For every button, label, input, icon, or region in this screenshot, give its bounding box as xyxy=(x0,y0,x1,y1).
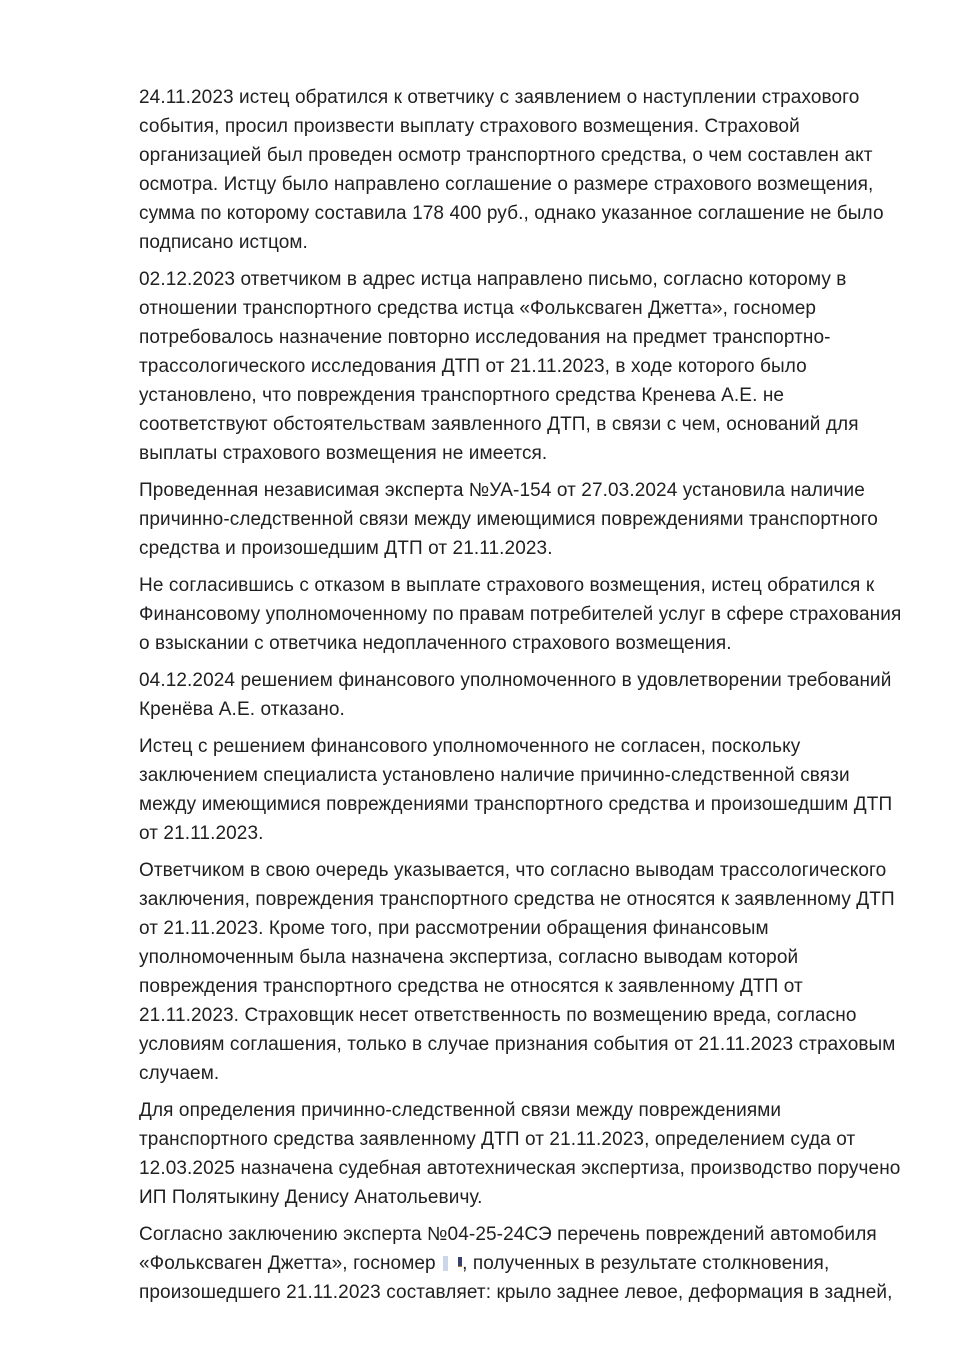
paragraph-independent-expertise: Проведенная независимая эксперта №УА-154 от 27.03.2024 установила наличие причинно-следственной связи между имеющимися повреждениями транспортного средства и произошедшим ДТП от 21.11.2023. xyxy=(139,480,878,559)
paragraph-plaintiff-disagreement: Истец с решением финансового уполномоченного не согласен, поскольку заключением специалиста установлено наличие причинно-следственной связи между имеющимися повреждениями транспортного средства и произошедшим ДТП от 21.11.2023. xyxy=(139,736,893,844)
plate-smudge-mark xyxy=(443,1256,448,1271)
paragraph-claim-filing: 24.11.2023 истец обратился к ответчику с заявлением о наступлении страхового события, просил произвести выплату страхового возмещения. Страховой организацией был проведен осмотр транспортного средства, о чем составлен акт осмотра. Истцу было направлено соглашение о размере страхового возмещения, сумма по которому составила 178 400 руб., однако указанное соглашение не было подписано истцом. xyxy=(139,87,884,253)
paragraph-court-expertise-order: Для определения причинно-следственной связи между повреждениями транспортного средства заявленному ДТП от 21.11.2023, определением суда от 12.03.2025 назначена судебная автотехническая экспертиза, производство поручено ИП Полятыкину Денису Анатольевичу. xyxy=(139,1100,901,1208)
redacted-plate-number xyxy=(441,1249,462,1278)
expert-conclusion-text-before: Согласно заключению эксперта №04-25-24СЭ перечень повреждений автомобиля «Фольксваген Джетта», госномер xyxy=(139,1224,877,1274)
expert-conclusion-text-after: , полученных в результате столкновения, произошедшего 21.11.2023 составляет: крыло заднее левое, деформация в задней, xyxy=(139,1253,893,1303)
paragraph-ombudsman-appeal: Не согласившись с отказом в выплате страхового возмещения, истец обратился к Финансовому уполномоченному по правам потребителей услуг в сфере страхования о взыскании с ответчика недоплаченного страхового возмещения. xyxy=(139,575,902,654)
paragraph-insurer-letter: 02.12.2023 ответчиком в адрес истца направлено письмо, согласно которому в отношении транспортного средства истца «Фольксваген Джетта», госномер потребовалось назначение повторно исследования на предмет транспортно-трассологического исследования ДТП от 21.11.2023, в ходе которого было установлено, что повреждения транспортного средства Кренева А.Е. не соответствуют обстоятельствам заявленного ДТП, в связи с чем, оснований для выплаты страхового возмещения не имеется. xyxy=(139,269,859,464)
paragraph-expert-conclusion xyxy=(139,1220,907,1307)
paragraph-ombudsman-decision: 04.12.2024 решением финансового уполномоченного в удовлетворении требований Кренёва А.Е. отказано. xyxy=(139,670,892,720)
paragraph-defendant-position: Ответчиком в свою очередь указывается, что согласно выводам трассологического заключения, повреждения транспортного средства не относятся к заявленному ДТП от 21.11.2023. Кроме того, при рассмотрении обращения финансовым уполномоченным была назначена экспертиза, согласно выводам которой повреждения транспортного средства не относятся к заявленному ДТП от 21.11.2023. Страховщик несет ответственность по возмещению вреда, согласно условиям соглашения, только в случае признания события от 21.11.2023 страховым случаем. xyxy=(139,860,896,1084)
